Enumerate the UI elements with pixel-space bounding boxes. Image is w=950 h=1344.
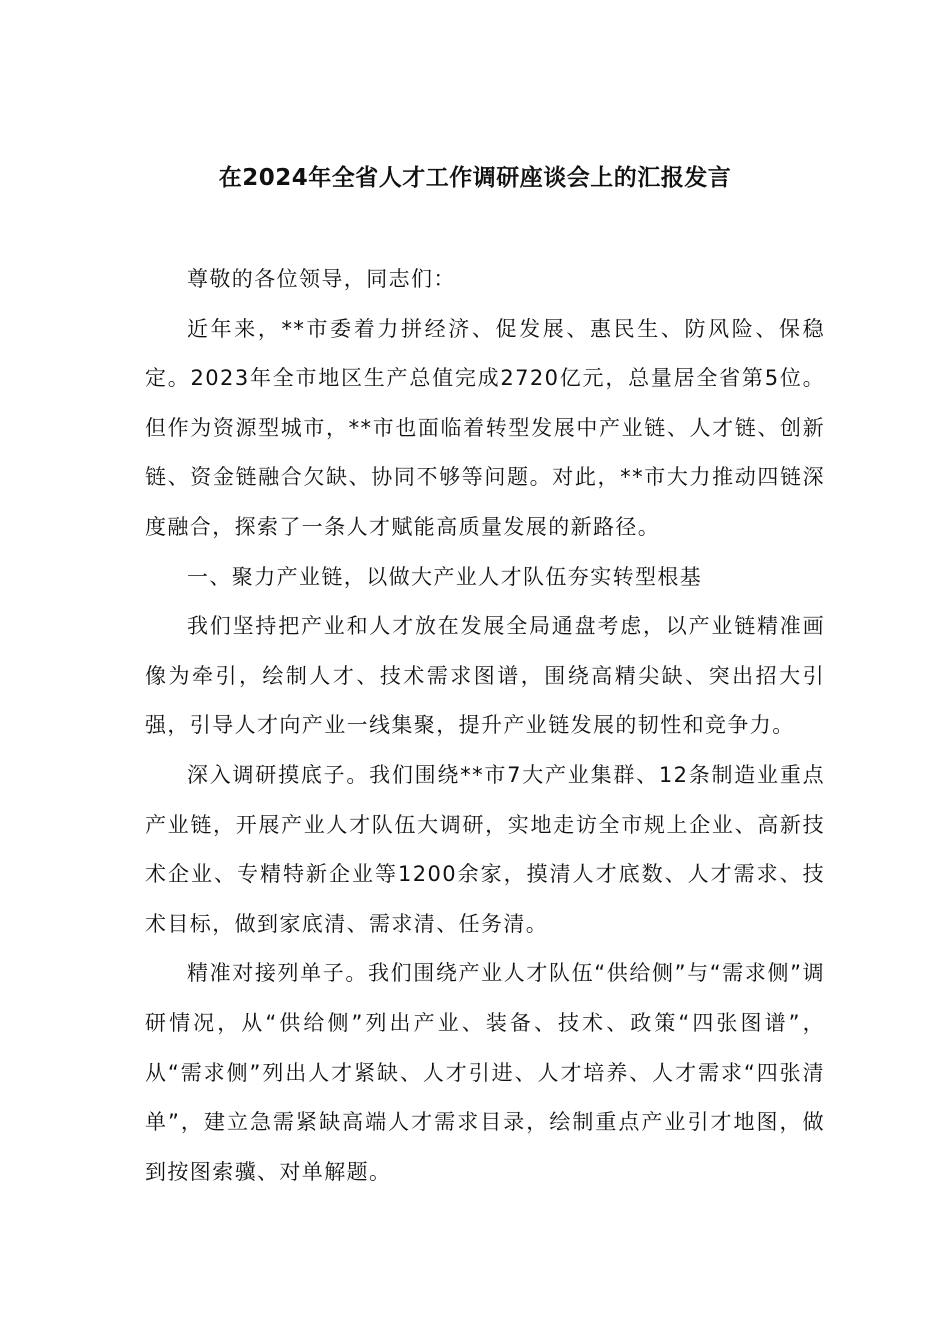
paragraph-intro: 近年来，**市委着力拼经济、促发展、惠民生、防风险、保稳定。2023年全市地区生产总值完成2720亿元，总量居全省第5位。但作为资源型城市，**市也面临着转型发展中产业链、人才链、创新链、资金链融合欠缺、协同不够等问题。对此，**市大力推动四链深度融合，探索了一条人才赋能高质量发展的新路径。 [145,316,825,539]
document-body [145,255,825,1197]
document-title: 在2024年全省人才工作调研座谈会上的汇报发言 [218,165,732,191]
paragraph-overview: 我们坚持把产业和人才放在发展全局通盘考虑，以产业链精准画像为牵引，绘制人才、技术需求图谱，围绕高精尖缺、突出招大引强，引导人才向产业一线集聚，提升产业链发展的韧性和竞争力。 [145,614,825,738]
paragraph-matching: 精准对接列单子。我们围绕产业人才队伍“供给侧”与“需求侧”调研情况，从“供给侧”列出产业、装备、技术、政策“四张图谱”，从“需求侧”列出人才紧缺、人才引进、人才培养、人才需求“四张清单”，建立急需紧缺高端人才需求目录，绘制重点产业引才地图，做到按图索骥、对单解题。 [145,961,825,1184]
section-heading: 一、聚力产业链，以做大产业人才队伍夯实转型根基 [187,564,703,589]
salutation: 尊敬的各位领导，同志们： [187,267,456,291]
paragraph-research: 深入调研摸底子。我们围绕**市7大产业集群、12条制造业重点产业链，开展产业人才队伍大调研，实地走访全市规上企业、高新技术企业、专精特新企业等1200余家，摸清人才底数、人才需求、技术目标，做到家底清、需求清、任务清。 [145,762,825,936]
